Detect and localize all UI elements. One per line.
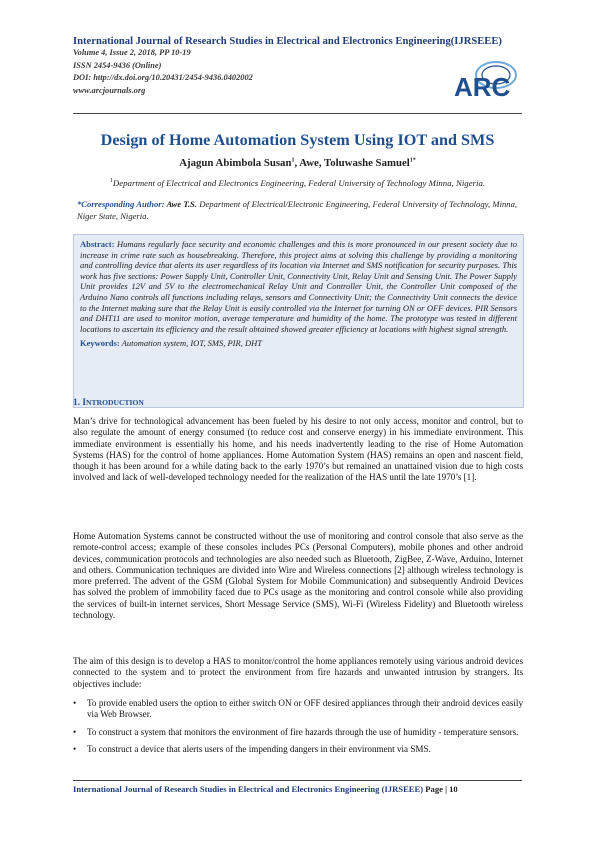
paragraph-text: Home Automation Systems cannot be constructed without the use of monitoring and control console that also serve as the remote-control access; example of these consoles includes PCs (Personal Computers), mobile phones and other android devices, communication protocols and technologies are also needed such as Bluetooth, ZigBee, Z-Wave, Arduino, Internet and others. Communication techniques are divided into Wire and Wireless connections [2] although wireless technology is more preferred. The advent of the GSM (Global System for Mobile Communication) and subsequently Android Devices has solved the problem of immobility faced due to PCs usage as the monitoring and control console while also providing the services of built-in internet services, Short Message Service (SMS), Wi-Fi (Wireless Fidelity) and Bluetooth wireless technology. [73, 531, 523, 621]
abstract-paragraph [80, 239, 517, 334]
objectives-list [73, 698, 523, 761]
list-item [73, 744, 523, 755]
list-item-text: To construct a device that alerts users of the impending dangers in their environment via SMS. [87, 743, 431, 754]
affiliation-text: Department of Electrical and Electronics Engineering, Federal University of Technology Minna, Nigeria. [112, 178, 486, 188]
section-title-initial: I [82, 398, 87, 408]
arc-logo [452, 58, 524, 100]
author-affil-mark: 1 [291, 157, 295, 164]
abstract-text: Humans regularly face security and economic challenges and this is more pronounced in our present society due to increase in crime rate such as housebreaking. Therefore, this project aims at solving this challenge by providing a monitoring and controlling device that alerts its user regardless of its location via Internet and SMS notification for security purposes. This work has five sections: Power Supply Unit, Controller Unit, Connectivity Unit, Relay Unit and Sensing Unit. The Power Supply Unit provides 12V and 5V to the electromechanical Relay Unit and Controller Unit, the Controller Unit composed of the Arduino Nano controls all functions including relays, sensors and Connectivity Unit; the Connectivity Unit connects the device to the Internet making sure that the Relay Unit is easily controlled via the Internet for turning ON or OFF devices. PIR Sensors and DHT11 are used to monitor motion, average temperature and humidity of the home. The prototype was tested in different locations to ascertain its efficiency and the result obtained showed greater efficiency at locations with highest signal strength. [80, 239, 517, 334]
page-number: Page | 10 [425, 784, 458, 794]
affiliation-mark: 1 [109, 178, 113, 185]
affiliation [0, 178, 595, 188]
list-item-text: To provide enabled users the option to either switch ON or OFF desired appliances through their android devices easily via Web Browser. [87, 698, 523, 720]
bullet-icon: • [73, 726, 77, 737]
paper-title: Design of Home Automation System Using IOT and SMS [100, 131, 495, 149]
page-footer [73, 784, 523, 794]
abstract-label: Abstract: [80, 239, 115, 249]
section-number: 1. [73, 398, 83, 408]
keywords-text: Automation system, IOT, SMS, PIR, DHT [119, 338, 262, 349]
paragraph-text: The aim of this design is to develop a HAS to monitor/control the home appliances remotely using various android devices connected to the system and to protect the environment from fire hazards and unwanted intrusion by strangers. Its objectives include: [73, 656, 523, 689]
corresponding-label: *Corresponding Author: [77, 199, 165, 209]
section-heading [73, 398, 144, 408]
footer-divider [73, 780, 522, 781]
bullet-icon: • [73, 743, 77, 754]
journal-header [73, 36, 513, 97]
website-link[interactable]: www.arcjournals.org [73, 85, 146, 95]
corresponding-name: Awe T.S. [164, 199, 197, 209]
header-divider [73, 113, 522, 114]
keywords-line [80, 338, 517, 349]
issn-info: ISSN 2454-9436 (Online) [73, 60, 162, 70]
corresponding-author [77, 199, 517, 222]
corresponding-address: Department of Electrical/Electronic Engineering, Federal University of Technology, Minna, Niger State, Nigeria. [77, 199, 518, 221]
body-paragraph [73, 416, 523, 484]
paragraph-text: Man’s drive for technological advancement has been fueled by his desire to not only access, monitor and control, but to also regulate the amount of energy consumed (to reduce cost and conserve energy) in his immediate environment. This immediate environment is essentially his home, and his needs inadvertently leading to the rise of Home Automation Systems (HAS) for the control of home appliances. Home Automation System (HAS) remains an open and nascent field, though it has been around for a while dating back to the early 1970’s but remained an unattained vision due to high costs involved and lack of well-developed technology needed for the realization of the HAS until the late 1970’s [1]. [73, 416, 523, 483]
author-name: Ajagun Abimbola Susan [179, 157, 292, 169]
list-item-text: To construct a system that monitors the environment of fire hazards through the use of humidity - temperature sensors. [87, 726, 519, 737]
bullet-icon: • [73, 698, 77, 708]
footer-journal: International Journal of Research Studies in Electrical and Electronics Engineering (IJRSEEE) [73, 784, 424, 794]
section-title-rest: NTRODUCTION [86, 398, 144, 407]
keywords-label: Keywords: [80, 338, 120, 349]
author-affil-mark: 1* [409, 157, 416, 164]
author-list [0, 157, 595, 169]
body-paragraph [73, 656, 523, 690]
abstract-box [73, 234, 524, 408]
author-separator: , [294, 157, 300, 169]
doi-link[interactable]: DOI: http://dx.doi.org/10.20431/2454-9436.0402002 [73, 73, 253, 83]
logo-text: ARC [454, 72, 511, 100]
author-name: Awe, Toluwashe Samuel [299, 157, 410, 169]
journal-name: International Journal of Research Studies in Electrical and Electronics Engineering(IJRSEEE) [73, 36, 502, 47]
volume-info: Volume 4, Issue 2, 2018, PP 10-19 [73, 48, 191, 57]
list-item [73, 727, 523, 738]
body-paragraph [73, 531, 523, 621]
list-item [73, 698, 523, 721]
